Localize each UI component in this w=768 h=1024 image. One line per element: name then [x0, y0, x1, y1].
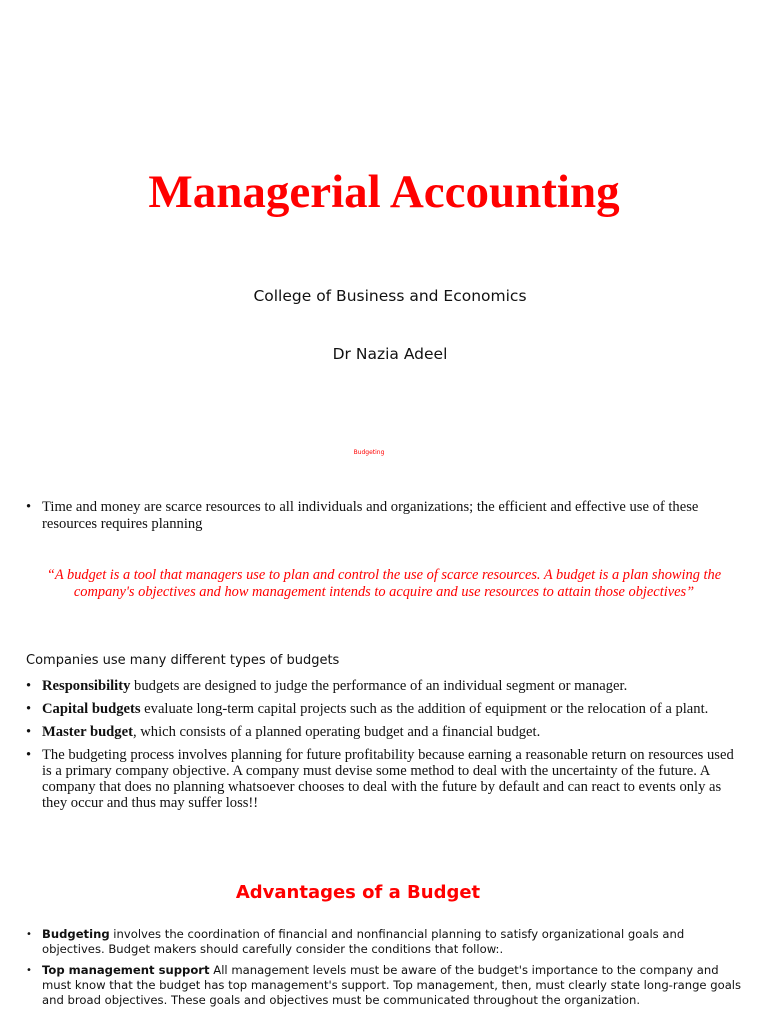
budget-type-item: [26, 724, 746, 740]
advantages-heading: Advantages of a Budget: [235, 882, 481, 903]
bullet-icon: •: [26, 701, 32, 717]
bullet-icon: •: [26, 965, 32, 976]
advantages-list: [26, 927, 748, 1014]
bullet-text: Time and money are scarce resources to all individuals and organizations; the efficient and effective use of these resources requires planning: [42, 499, 699, 532]
bullet-icon: •: [26, 747, 32, 763]
bullet-text: evaluate long-term capital projects such as the addition of equipment or the relocation of a plant.: [140, 701, 709, 717]
bullet-text: The budgeting process involves planning for future profitability because earning a reasonable return on resources used is a primary company objective. A company must devise some method to deal with the uncertainty of the future. A company that does no planning whatsoever chooses to deal with the future by default and can react to events only as they occur and thus may suffer loss!!: [42, 747, 734, 811]
intro-bullet-item: [26, 499, 738, 533]
bullet-term: Budgeting: [42, 927, 110, 941]
bullet-icon: •: [26, 929, 32, 940]
advantage-item: [26, 963, 748, 1008]
budget-definition-quote: “A budget is a tool that managers use to plan and control the use of scarce resources. A budget is a plan showing the company's objectives and how management intends to acquire and use resources to attain those objectives”: [46, 567, 722, 600]
budget-types-intro: Companies use many different types of budgets: [26, 653, 340, 668]
bullet-text: All management levels must be aware of the budget's importance to the company and must know that the budget has top management's support. Top management, then, must clearly state long-range goals and broad objectives. These goals and objectives must be communicated throughout the organization.: [42, 963, 742, 1007]
bullet-term: Top management support: [42, 963, 210, 977]
bullet-text: , which consists of a planned operating budget and a financial budget.: [132, 724, 541, 740]
bullet-icon: •: [26, 678, 32, 694]
bullet-text: budgets are designed to judge the performance of an individual segment or manager.: [130, 678, 628, 694]
bullet-term: Responsibility: [42, 678, 131, 694]
budget-type-item: [26, 678, 746, 694]
bullet-term: Master budget: [42, 724, 133, 740]
college-name: College of Business and Economics: [253, 287, 527, 305]
bullet-term: Capital budgets: [42, 701, 141, 717]
budget-types-list: [26, 678, 746, 818]
budget-type-item: [26, 701, 746, 717]
bullet-text: involves the coordination of financial and nonfinancial planning to satisfy organizational goals and objectives. Budget makers should carefully consider the conditions that follow:.: [42, 927, 685, 956]
budget-type-item: [26, 747, 746, 811]
section-label: Budgeting: [353, 449, 385, 456]
document-title: Managerial Accounting: [148, 166, 620, 218]
bullet-icon: •: [26, 499, 32, 515]
author-name: Dr Nazia Adeel: [332, 345, 448, 363]
intro-bullet-list: [26, 499, 738, 533]
advantage-item: [26, 927, 748, 957]
bullet-icon: •: [26, 724, 32, 740]
